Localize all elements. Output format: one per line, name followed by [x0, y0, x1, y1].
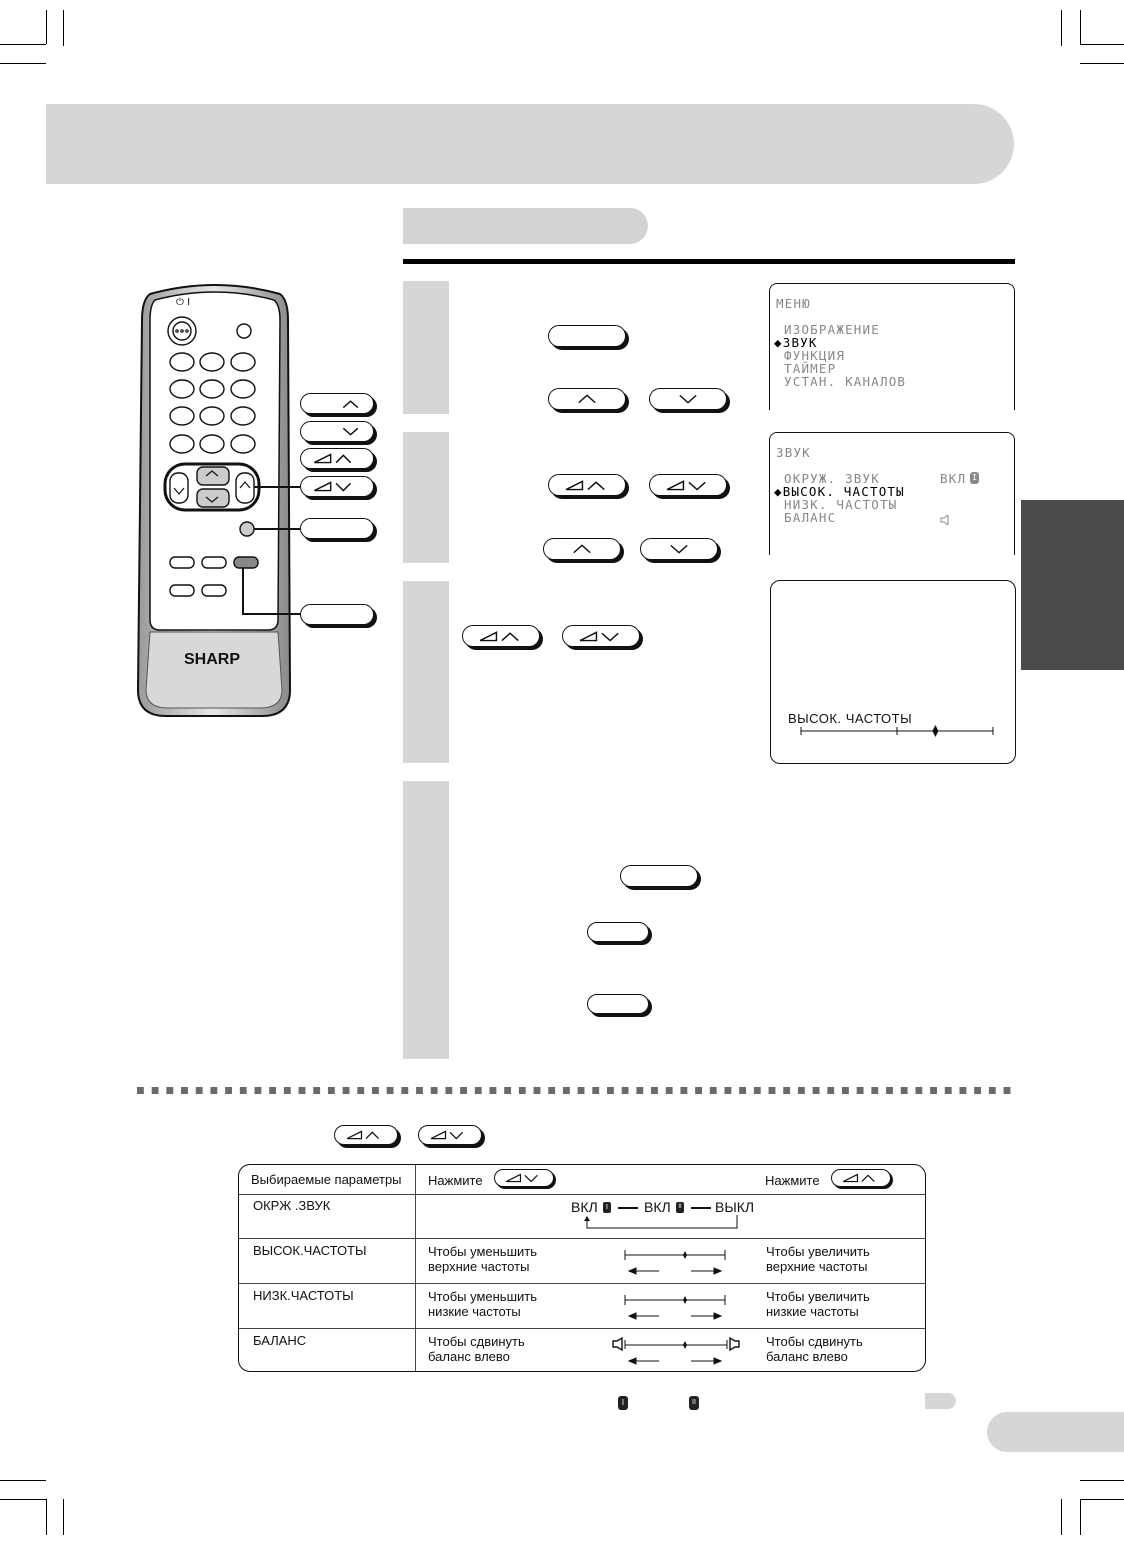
volume-up-button[interactable]: [300, 448, 374, 469]
table-divider: [239, 1194, 925, 1195]
badge-one-icon: I: [603, 1202, 611, 1213]
table-header-press-right: Нажмите: [765, 1173, 820, 1188]
step4-menu-button[interactable]: [620, 865, 698, 887]
row-surround-name: ОКРЖ .ЗВУК: [253, 1198, 331, 1213]
row-bass-name: НИЗК.ЧАСТОТЫ: [253, 1288, 354, 1303]
arrow-icon: [691, 1207, 711, 1209]
row-treble-left: Чтобы уменьшить верхние частоты: [428, 1244, 537, 1274]
note-pill: [925, 1393, 956, 1409]
row-balance-left: Чтобы сдвинуть баланс влево: [428, 1334, 525, 1364]
surround-value: ВКЛ: [940, 471, 967, 486]
step2-vol-down-button[interactable]: [649, 474, 727, 496]
crop-mark: [1061, 1499, 1062, 1535]
treble-level-marker: [932, 725, 938, 737]
note-vol-up-button[interactable]: [334, 1125, 398, 1145]
row-balance-right: Чтобы сдвинуть баланс влево: [766, 1334, 863, 1364]
osd-treble-screen: [770, 580, 1016, 764]
volume-down-button[interactable]: [300, 476, 374, 497]
brand-logo: SHARP: [183, 651, 241, 668]
row-treble-right: Чтобы увеличить верхние частоты: [766, 1244, 870, 1274]
step3-vol-down-button[interactable]: [562, 625, 640, 647]
osd-menu-item: ФУНКЦИЯ: [784, 348, 846, 363]
section-rule: [403, 259, 1015, 264]
row-bass-right: Чтобы увеличить низкие частоты: [766, 1289, 870, 1319]
osd-menu-item: ИЗОБРАЖЕНИЕ: [784, 322, 880, 337]
dotted-divider: [137, 1087, 1017, 1094]
table-header-parameters: Выбираемые параметры: [251, 1172, 402, 1187]
osd-menu-title: МЕНЮ: [776, 296, 811, 311]
step-bar-3: [403, 581, 449, 763]
menu-button[interactable]: [548, 325, 626, 347]
channel-down-button[interactable]: [300, 421, 374, 442]
menu-callout-button[interactable]: [300, 518, 374, 539]
table-divider: [239, 1328, 925, 1329]
remote-control-illustration: [0, 0, 400, 740]
crop-mark: [0, 1499, 46, 1500]
crop-mark: [63, 1499, 64, 1535]
power-label: ⏻ I: [176, 297, 191, 308]
cycle-off: ВЫКЛ: [715, 1199, 755, 1215]
arrow-icon: [618, 1207, 638, 1209]
table-vol-up-button: [831, 1169, 891, 1187]
cycle-on-1: ВКЛ: [571, 1199, 598, 1215]
page-number-pill: [987, 1412, 1124, 1452]
footnote-badge-two-icon: II: [689, 1396, 699, 1410]
sound-callout-button[interactable]: [300, 604, 374, 625]
crop-mark: [46, 1499, 47, 1535]
bass-scale-icon: [623, 1292, 727, 1322]
crop-mark: [0, 1480, 46, 1481]
step4-button-b[interactable]: [587, 994, 649, 1014]
table-divider: [239, 1283, 925, 1284]
treble-scale-icon: [623, 1247, 727, 1277]
balance-scale-icon: [611, 1337, 741, 1367]
table-divider: [415, 1165, 416, 1371]
treble-label: ВЫСОК. ЧАСТОТЫ: [788, 711, 913, 726]
step-bar-1: [403, 281, 449, 414]
crop-mark: [1080, 44, 1124, 45]
step4-button-a[interactable]: [587, 922, 649, 942]
table-header-press-left: Нажмите: [428, 1173, 483, 1188]
cycle-return-line: [584, 1215, 744, 1233]
crop-mark: [1080, 1480, 1124, 1481]
step2-vol-up-button[interactable]: [548, 474, 626, 496]
crop-mark: [1080, 10, 1081, 44]
osd-menu-screen: [769, 283, 1015, 410]
speaker-icon: [940, 515, 950, 525]
step1-up-button[interactable]: [548, 388, 626, 410]
osd-menu-item-selected: ◆ЗВУК: [774, 335, 818, 350]
note-vol-down-button[interactable]: [418, 1125, 482, 1145]
osd-sound-item-selected: ◆ВЫСОК. ЧАСТОТЫ: [774, 484, 905, 499]
cycle-on-2: ВКЛ: [644, 1199, 671, 1215]
settings-table: [238, 1164, 926, 1372]
osd-sound-item: НИЗК. ЧАСТОТЫ: [784, 497, 898, 512]
footnote-badge-one-icon: I: [618, 1396, 628, 1410]
step-bar-4: [403, 781, 449, 1059]
osd-menu-item: ТАЙМЕР: [784, 361, 837, 376]
channel-up-button[interactable]: [300, 393, 374, 414]
side-tab: [1021, 500, 1124, 670]
crop-mark: [1080, 63, 1124, 64]
surround-badge: I: [970, 472, 979, 484]
step2-down-button[interactable]: [640, 538, 718, 560]
osd-sound-item: БАЛАНС: [784, 510, 837, 525]
section-pill: [403, 208, 648, 244]
step2-up-button[interactable]: [543, 538, 621, 560]
crop-mark: [1080, 1499, 1124, 1500]
table-divider: [239, 1238, 925, 1239]
step3-vol-up-button[interactable]: [462, 625, 540, 647]
crop-mark: [1061, 10, 1062, 46]
step-bar-2: [403, 432, 449, 563]
row-bass-left: Чтобы уменьшить низкие частоты: [428, 1289, 537, 1319]
osd-sound-item: ОКРУЖ. ЗВУК: [784, 471, 880, 486]
table-vol-down-button: [494, 1169, 554, 1187]
row-treble-name: ВЫСОК.ЧАСТОТЫ: [253, 1243, 367, 1258]
osd-menu-item: УСТАН. КАНАЛОВ: [784, 374, 907, 389]
osd-sound-screen: [769, 432, 1015, 555]
crop-mark: [1080, 1499, 1081, 1535]
badge-two-icon: II: [676, 1202, 684, 1213]
treble-level-bar: [799, 725, 995, 737]
step1-down-button[interactable]: [649, 388, 727, 410]
osd-sound-title: ЗВУК: [776, 445, 811, 460]
row-balance-name: БАЛАНС: [253, 1333, 307, 1348]
